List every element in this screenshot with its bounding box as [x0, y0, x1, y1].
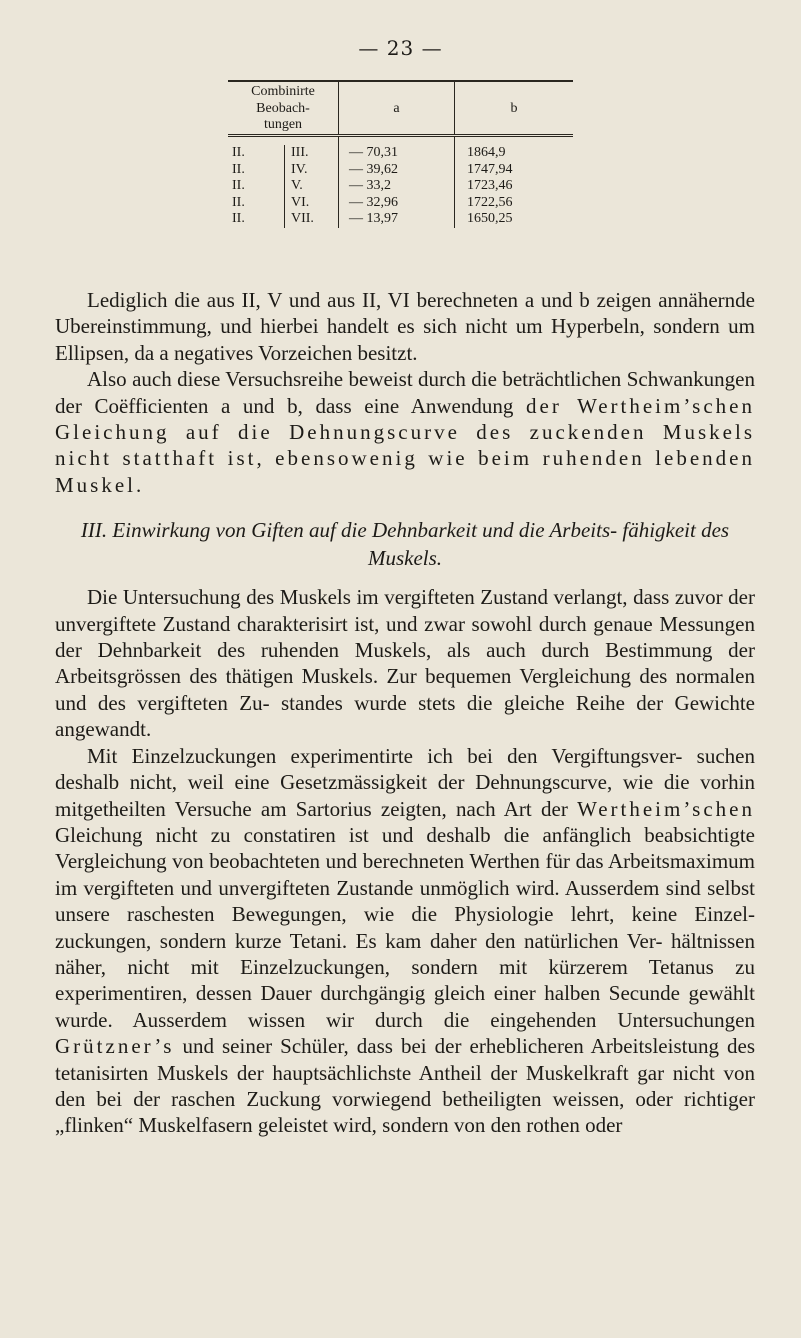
table-body-row [228, 136, 573, 228]
obs-1-value: II. [232, 161, 245, 177]
obs-2-value: IV. [291, 161, 308, 177]
p4-text: Mit Einzelzuckungen experimentirte ich bei den Vergiftungsver- suchen deshalb nicht, weil eine Gesetzmässigkeit der Dehnungscurve, wie die vorhin mitgetheilten Versuche am Sartorius zeigten, nach Art der [55, 743, 755, 821]
obs-2-value: VI. [291, 194, 310, 210]
b-value: 1864,9 [467, 145, 506, 160]
a-value: — 13,97 [349, 211, 398, 226]
section-number: III. [80, 518, 108, 543]
paragraph-3: Die Untersuchung des Muskels im vergifteten Zustand verlangt, dass zuvor der unvergiftete Zustand charakterisirt ist, und zwar sowohl durch genaue Messungen der Dehnbarkeit des ruhenden Muskels, als auch durch Bestimmung der Arbeitsgrössen des thätigen Muskels. Zur bequemen Vergleichung des normalen und des vergifteten Zu- standes wurde stets die gleiche Reihe der Gewichte angewandt. [55, 585, 755, 742]
obs-1-value: II. [232, 145, 245, 160]
p2-text: Also auch diese Versuchsreihe beweist durch die beträchtlichen Schwankungen der Coëfficienten a und b, dass eine Anwendung [55, 367, 755, 418]
a-cell [339, 136, 455, 228]
p2-spaced-text: der Wertheim’schen Gleichung auf die Dehnungscurve des zuckenden Muskels nicht statthaft ist, ebensowenig wie beim ruhenden lebenden Muskel. [55, 393, 755, 497]
coefficient-table [228, 80, 573, 228]
table-header-row [228, 81, 573, 136]
a-value: — 33,2 [349, 178, 391, 193]
page-number: — 23 — [358, 36, 443, 60]
obs-1-value: II. [232, 178, 245, 193]
paragraph-2 [55, 366, 755, 498]
b-value: 1650,25 [467, 211, 513, 226]
a-value: — 39,62 [349, 161, 398, 177]
obs-1-value: II. [232, 194, 245, 210]
section-heading [55, 516, 755, 572]
obs-col-2 [285, 145, 338, 228]
b-cell [455, 136, 574, 228]
a-value: — 32,96 [349, 194, 398, 210]
p4-spaced-name-wertheim: Wertheim’schen [577, 796, 755, 821]
b-value: 1723,46 [467, 178, 513, 193]
p4-text: und seiner Schüler, dass bei der erheblicheren Arbeitsleistung des tetanisirten Muskels der hauptsächlichste Antheil der Muskelkraft gar nicht von den bei der raschen Zuckung vorwiegend betheiligten weissen, oder richtiger „flinken“ Muskelfasern geleistet wird, sondern von den rothen oder [55, 1034, 755, 1138]
obs-cell [228, 136, 339, 228]
header-obs-line: tungen [263, 117, 303, 133]
body-text [55, 287, 755, 1139]
header-obs-line: Beobach- [256, 100, 310, 116]
header-a: a [339, 81, 455, 136]
obs-2-value: V. [291, 178, 303, 193]
p4-text: Gleichung nicht zu constatiren ist und deshalb die anfänglich beabsichtigte Vergleichung von beobachteten und berechneten Werthen für das Arbeitsmaximum im vergifteten und unvergifteten Zustande unmöglich wird. Ausserdem sind selbst unsere raschesten Bewegungen, wie die Physiologie lehrt, keine Einzel- zuckungen, sondern kurze Tetani. Es kam daher den natürlichen Ver- hältnissen näher, nicht mit Einzelzuckungen, sondern mit kürzerem Tetanus zu experimentiren, dessen Dauer durchgängig gleich einer halben Secunde gewählt wurde. Ausserdem wissen wir durch die eingehenden Untersuchungen [55, 822, 755, 1032]
obs-col-1 [228, 145, 285, 228]
header-combined-observations [228, 81, 339, 136]
obs-1-value: II. [232, 211, 245, 226]
paragraph-4 [55, 743, 755, 1139]
p4-spaced-name-gruetzner: Grützner’s [55, 1034, 175, 1059]
a-value: — 70,31 [349, 145, 398, 160]
header-obs-line: Combinirte [251, 84, 315, 100]
b-value: 1747,94 [467, 161, 513, 177]
obs-2-value: III. [291, 145, 309, 160]
b-value: 1722,56 [467, 194, 513, 210]
header-b: b [455, 81, 574, 136]
section-title: Einwirkung von Giften auf die Dehnbarkeit und die Arbeits- fähigkeit des Muskels. [112, 518, 730, 571]
obs-2-value: VII. [291, 211, 314, 226]
paragraph-1: Lediglich die aus II, V und aus II, VI berechneten a und b zeigen annähernde Ubereinstimmung, und hierbei handelt es sich nicht um Hyperbeln, sondern um Ellipsen, da a negatives Vorzeichen besitzt. [55, 288, 755, 365]
